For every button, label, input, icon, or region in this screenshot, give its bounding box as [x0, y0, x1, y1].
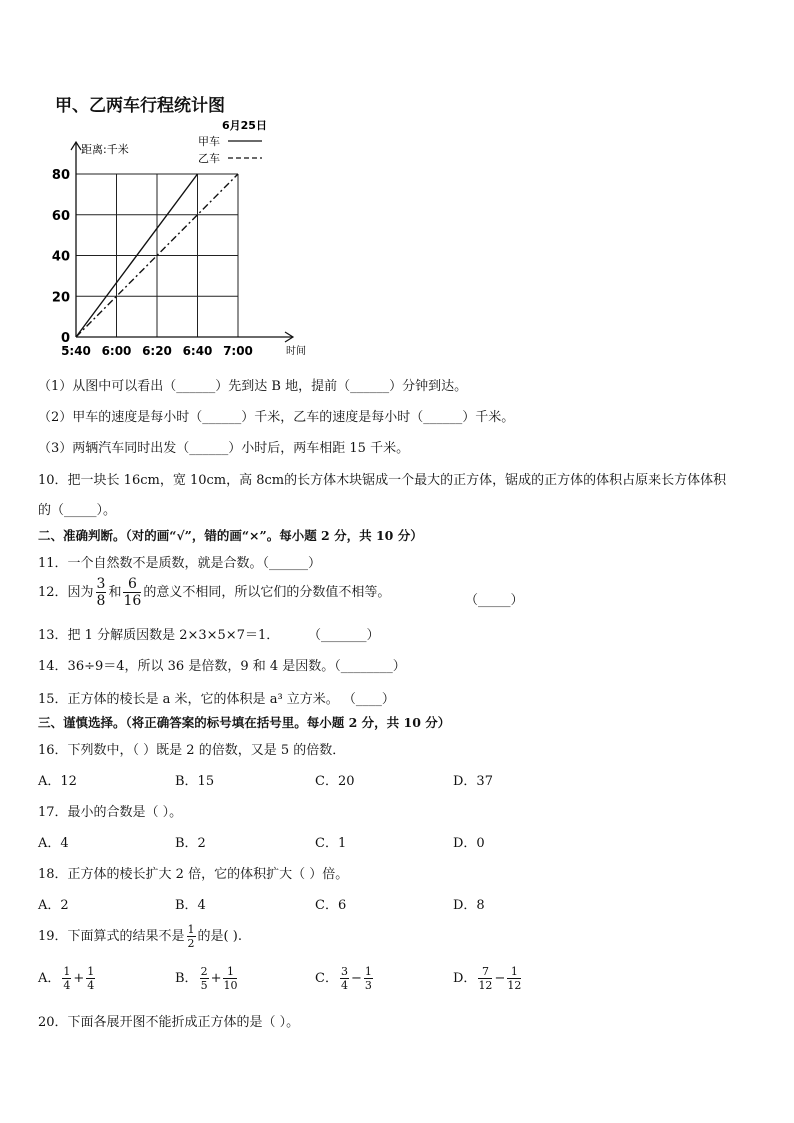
- question-15: 15．正方体的棱长是 a 米，它的体积是 a³ 立方米。 （____）: [38, 692, 395, 707]
- q16-option-b: B．15: [175, 774, 215, 789]
- question-9-1: （1）从图中可以看出（______）先到达 B 地，提前（______）分钟到达。: [38, 379, 468, 394]
- fraction-one-half: $\frac{1}{2}$: [187, 923, 195, 950]
- question-19-prefix: 19．下面算式的结果不是: [38, 929, 185, 944]
- date-label: 6月25日: [222, 119, 267, 132]
- chart-title: 甲、乙两车行程统计图: [55, 96, 225, 116]
- question-9-2: （2）甲车的速度是每小时（______）千米，乙车的速度是每小时（______）千米。: [38, 410, 515, 425]
- question-13-answer-blank: （_______）: [308, 628, 380, 643]
- question-12-and: 和: [108, 585, 122, 600]
- fraction-3-8: $\frac{3}{8}$: [96, 576, 106, 609]
- q19-option-a: A． $\frac{1}{4}$ + $\frac{1}{4}$: [38, 965, 95, 992]
- legend-label: 乙车: [198, 152, 220, 165]
- question-12-suffix: 的意义不相同，所以它们的分数值不相等。: [143, 585, 391, 600]
- question-17: 17．最小的合数是（ ）。: [38, 805, 183, 820]
- question-9-3: （3）两辆汽车同时出发（______）小时后，两车相距 15 千米。: [38, 441, 410, 456]
- question-19-suffix: 的是( ).: [197, 929, 242, 944]
- y-tick-label: 0: [60, 331, 70, 346]
- question-19: [38, 924, 242, 949]
- q18-option-b: B．4: [175, 898, 206, 913]
- y-tick-label: 40: [51, 249, 70, 265]
- question-12-answer-blank: （_____）: [465, 593, 524, 608]
- q17-option-d: D．0: [453, 836, 485, 851]
- x-tick-label: 6:00: [101, 344, 132, 358]
- y-tick-label: 60: [51, 208, 70, 224]
- q18-option-a: A．2: [38, 898, 69, 913]
- y-tick-label: 80: [51, 168, 70, 183]
- y-tick-label: 20: [51, 290, 70, 306]
- q16-option-d: D．37: [453, 774, 493, 789]
- question-10-line1: 10．把一块长 16cm，宽 10cm，高 8cm的长方体木块锯成一个最大的正方体，锯成的正方体的体积占原来长方体体积: [38, 473, 727, 488]
- question-10-line2: 的（_____）。: [38, 503, 117, 518]
- q19-option-c: C． $\frac{3}{4}$ − $\frac{1}{3}$: [315, 965, 372, 992]
- x-tick-label: 6:20: [142, 344, 172, 358]
- q16-option-c: C．20: [315, 774, 355, 789]
- x-axis-label: 时间: [286, 346, 306, 357]
- question-11: 11．一个自然数不是质数，就是合数。（______）: [38, 556, 322, 571]
- question-13: 13．把 1 分解质因数是 2×3×5×7＝1．: [38, 628, 280, 643]
- section-3-heading: 三、谨慎选择。（将正确答案的标号填在括号里。每小题 2 分，共 10 分）: [38, 715, 451, 730]
- question-20: 20．下面各展开图不能折成正方体的是（ ）。: [38, 1015, 300, 1030]
- question-14: 14．36÷9＝4，所以 36 是倍数，9 和 4 是因数。（________）: [38, 659, 406, 674]
- question-12: [38, 577, 390, 608]
- question-18: 18．正方体的棱长扩大 2 倍，它的体积扩大（ ）倍。: [38, 867, 349, 882]
- x-tick-label: 7:00: [223, 344, 253, 358]
- question-16: 16．下列数中，（ ）既是 2 的倍数，又是 5 的倍数．: [38, 743, 346, 758]
- q19-option-b: B． $\frac{2}{5}$ + $\frac{1}{10}$: [175, 965, 238, 992]
- q17-option-b: B．2: [175, 836, 206, 851]
- q18-option-d: D．8: [453, 898, 485, 913]
- question-12-prefix: 12．因为: [38, 585, 94, 600]
- q18-option-c: C．6: [315, 898, 347, 913]
- fraction-6-16: $\frac{6}{16}$: [123, 576, 142, 609]
- section-2-heading: 二、准确判断。（对的画“√”，错的画“×”。每小题 2 分，共 10 分）: [38, 528, 423, 543]
- q19-option-d: D． $\frac{7}{12}$ − $\frac{1}{12}$: [453, 965, 522, 992]
- q17-option-c: C．1: [315, 836, 347, 851]
- x-tick-label: 5:40: [61, 344, 91, 358]
- x-tick-label: 6:40: [182, 344, 213, 358]
- legend-label: 甲车: [198, 135, 220, 148]
- q17-option-a: A．4: [38, 836, 69, 851]
- q16-option-a: A．12: [38, 774, 77, 789]
- y-axis-label: 距离:千米: [81, 143, 129, 156]
